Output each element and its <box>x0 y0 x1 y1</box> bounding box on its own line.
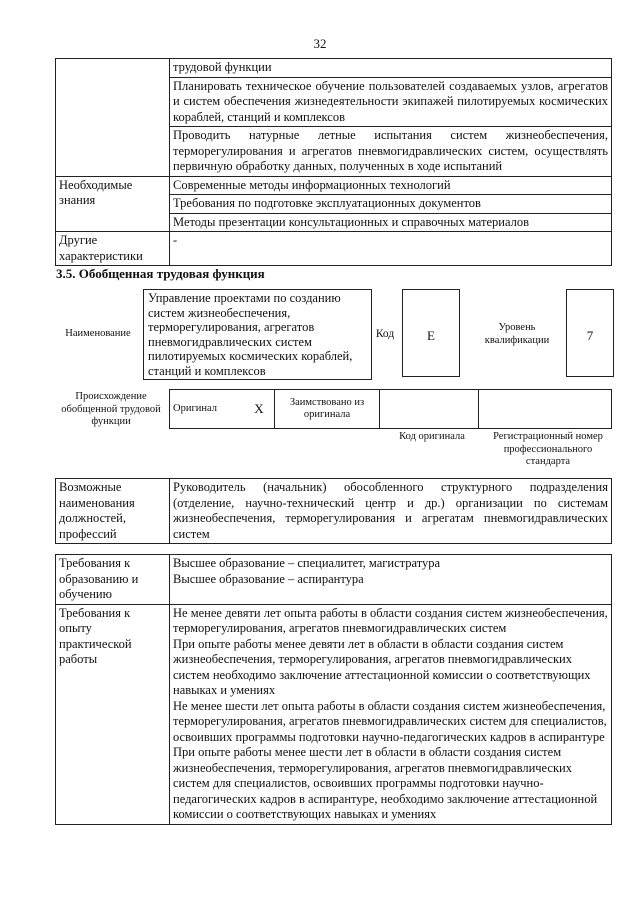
code-box <box>402 289 460 377</box>
reg-number-cell <box>479 390 612 429</box>
list-item: Не менее шести лет опыта работы в области создания систем жизнеобеспечения, терморегулирования, агрегатов пневмогидравлических систем для специалистов, освоивших программы подготовки научно-педагогических кадров в аспирантуре <box>173 698 607 744</box>
table-row <box>56 59 612 78</box>
table-row <box>56 555 612 605</box>
requirements-table <box>55 554 612 825</box>
table-cell: Требования по подготовке эксплуатационных документов <box>170 195 612 214</box>
level-label: Уровень квалификации <box>484 322 550 346</box>
table-cell: - <box>170 232 612 266</box>
list-item: При опыте работы менее шести лет в области в области создания систем жизнеобеспечения, терморегулирования, агрегатов пневмогидравлических систем для специалистов, освоивших программы подготовки научно-педагогических кадров в аспирантуре, необходимо заключение аттестационной комиссии о соответствующих навыках и умениях <box>173 745 598 821</box>
borrowed-label: Заимствовано из оригинала <box>275 390 380 429</box>
code-value: E <box>427 328 435 343</box>
name-label: Наименование <box>65 328 131 339</box>
positions-label: Возможные наименования должностей, профессий <box>56 479 170 544</box>
table-cell: Планировать техническое обучение пользователей создаваемых узлов, агрегатов и систем обеспечения жизнедеятельности экипажей пилотируемых космических кораблей, станций и комплексов <box>170 77 612 127</box>
original-mark: X <box>244 390 275 429</box>
table-row <box>56 232 612 266</box>
education-label: Требования к образованию и обучению <box>56 555 170 605</box>
list-item: Не менее девяти лет опыта работы в области создания систем жизнеобеспечения, терморегулирования, агрегатов пневмогидравлических систем <box>173 605 608 635</box>
list-item: Высшее образование – аспирантура <box>173 571 364 586</box>
table-row <box>56 604 612 824</box>
experience-label: Требования к опыту практической работы <box>56 604 170 824</box>
code-original-caption: Код оригинала <box>399 431 465 442</box>
experience-cell <box>170 604 612 824</box>
reg-number-caption: Регистрационный номер профессионального стандарта <box>493 431 603 467</box>
table-cell: Современные методы информационных технологий <box>170 176 612 195</box>
list-item: Высшее образование – специалитет, магистратура <box>173 556 441 570</box>
top-requirements-table <box>55 58 612 266</box>
origin-table <box>169 389 612 429</box>
function-name-box: Управление проектами по созданию систем жизнеобеспечения, терморегулирования, агрегатов пневмогидравлических систем пилотируемых космических кораблей, станций и комплексов <box>143 289 372 380</box>
section-title: 3.5. Обобщенная трудовая функция <box>56 266 265 281</box>
positions-table <box>55 478 612 544</box>
education-cell <box>170 555 612 605</box>
row-label-empty <box>56 59 170 177</box>
code-original-cell <box>380 390 479 429</box>
table-cell: трудовой функции <box>170 59 612 78</box>
original-label: Оригинал <box>170 390 245 429</box>
table-cell: Проводить натурные летные испытания систем жизнеобеспечения, терморегулирования и агрегатов пневмогидравлических систем, осуществлять первичную обработку данных, полученных в ходе испытаний <box>170 127 612 177</box>
row-label-knowledge: Необходимые знания <box>56 176 170 232</box>
level-box <box>566 289 614 377</box>
table-row <box>56 176 612 195</box>
origin-label: Происхождение обобщенной трудовой функции <box>61 391 161 427</box>
row-label-other: Другие характеристики <box>56 232 170 266</box>
table-row <box>56 479 612 544</box>
level-value: 7 <box>586 328 594 343</box>
code-label: Код <box>375 328 395 340</box>
positions-value: Руководитель (начальник) обособленного структурного подразделения (отделение, научно-технический центр и др.) организации по системам жизнеобеспечения, терморегулирования и агрегатам пневмогидравлических систем <box>170 479 612 544</box>
list-item: При опыте работы менее девяти лет в области в области создания систем жизнеобеспечения, терморегулирования, агрегатов пневмогидравлических систем необходимо заключение аттестационной комиссии о соответствующих навыках и умениях <box>173 636 591 697</box>
table-cell: Методы презентации консультационных и справочных материалов <box>170 213 612 232</box>
page-number: 32 <box>313 36 327 51</box>
table-row <box>170 390 612 429</box>
